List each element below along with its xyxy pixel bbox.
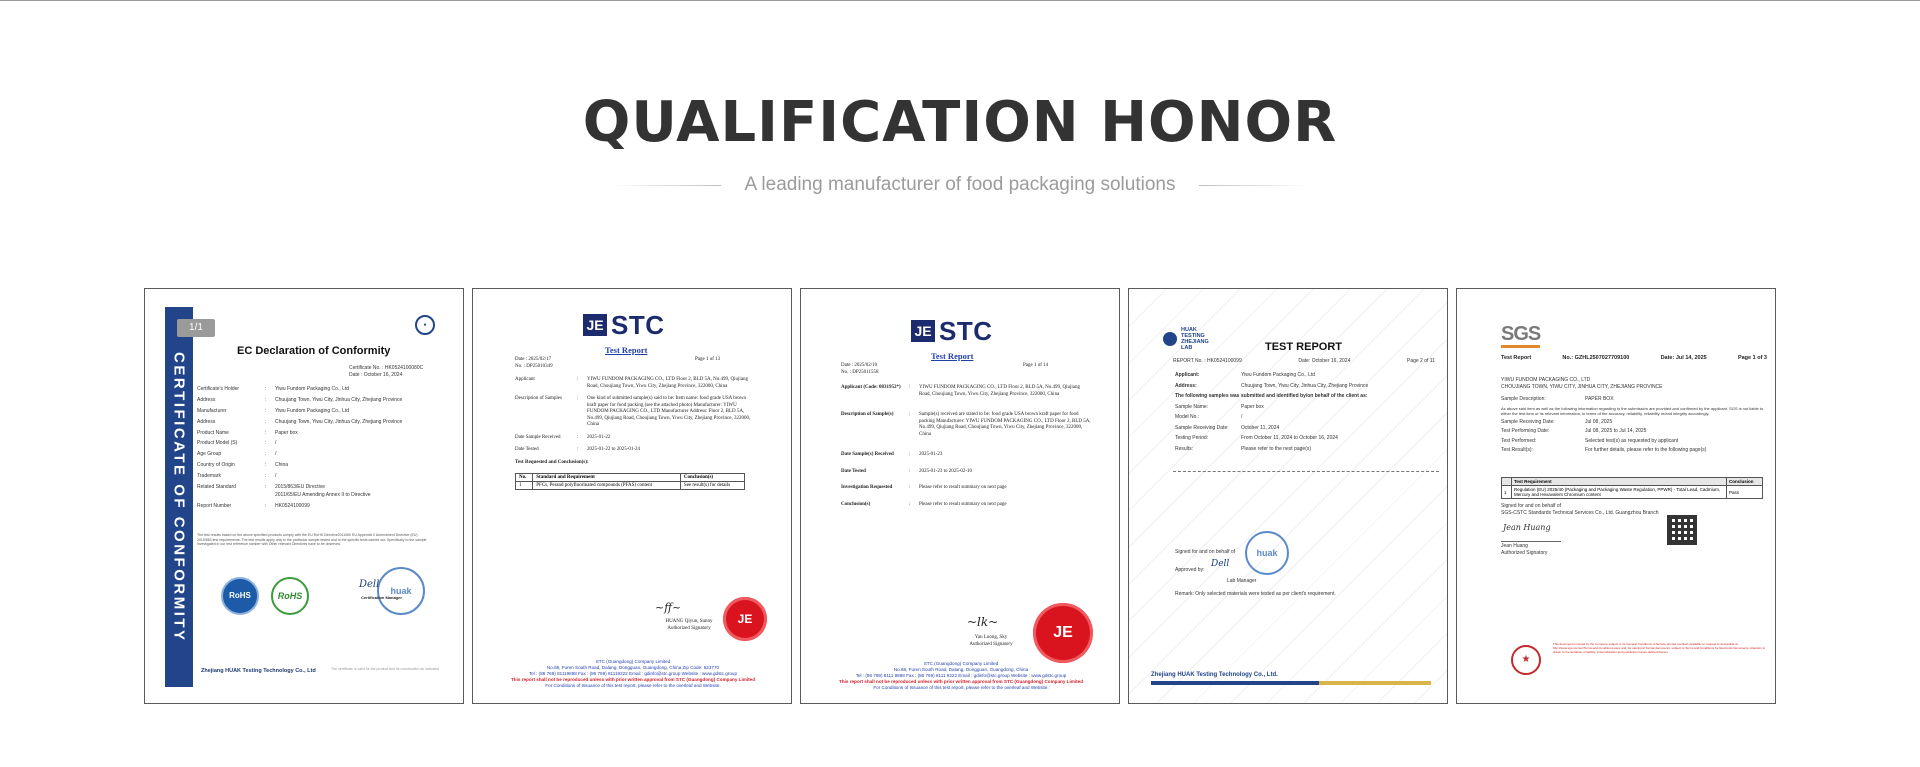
qr-code-icon [1667, 515, 1697, 545]
field-value: YIWU FUNDOM PACKAGING CO., LTD Floor 2, BLD 5A, No.499, Qiujiang Road, Choujiang Town, Yiwu City, Zhejiang Province, 322000, China [919, 385, 1081, 397]
huak-logo-mark [1163, 332, 1177, 346]
field-value: / [1241, 414, 1243, 420]
field-value: 2025-01-23 [919, 452, 943, 457]
field-value: China [275, 462, 289, 469]
report-date: Date: Jul 14, 2025 [1660, 355, 1707, 361]
table-header: Test Requirement [1512, 478, 1727, 486]
stc-footer [483, 659, 783, 689]
field-value: / [275, 473, 277, 480]
field-label: Date Tested [515, 447, 539, 452]
field-value: Sample(s) received are stated to be: food grade USA brown kraft paper for food packing Manufacturer: YIWU FUNDOM PACKAGING CO., LTD Floor 2, BLD 5A, No.499, Qiujiang Road, Choujiang Town, Yiwu City, Zhejiang Province, 322000, China [919, 412, 1091, 437]
signatory-name: Yau Luong, Sky [974, 635, 1008, 640]
footer-fine-print: The certificate is valid for the product and its construction as indicated [331, 667, 439, 671]
field-value: For further details, please refer to the following page(s) [1585, 447, 1707, 453]
field-label: Related Standard [197, 484, 236, 491]
report-fields: Applicant : YIWU FUNDOM PACKAGING CO., LTD Floor 2, BLD 5A, No.499, Qiujiang Road, Choujiang Town, Yiwu City, Zhejiang Province, 322000, China Description of Samples : One kind of submitted sample(s) said to be: Item name: food grade USA brown kraft paper for food packing (see the attached photo) Manufacturer: YIWU FUNDOM PACKAGING CO., LTD Manufacturer Address: Floor 2, BLD 5A, No.499, Qiujiang Road, Choujiang Town, Yiwu City, Zhejiang Province, 322000, China Date Sample Received : 2025-01-22 Date Tested : 2025-01-22 to 2025-01-24 Test Requested and Conclusion(s): [515, 377, 755, 466]
field-label: Applicant [515, 377, 535, 382]
sgs-fine-print: This document is issued by the Company subject to its General Conditions of Service printed overleaf, available on request or accessible at http://www.sgs.com/en/Terms-and-Conditions.aspx and, for electronic format documents, subject to Terms and Conditions for Electronic Documents. Attention is drawn to the limitation of liability, indemnification and jurisdiction issues defined therein. [1553, 642, 1765, 654]
field-label: Product Model (S) [197, 440, 238, 447]
approved-by-label: Approved by: [1175, 567, 1205, 573]
field-label: Product Name [197, 429, 229, 436]
field-label: Address [197, 418, 216, 425]
report-date: Date : 2025/02/10 [841, 363, 878, 368]
field-label: Sample Description: [1501, 396, 1546, 402]
field-value: One kind of submitted sample(s) said to be: Item name: food grade USA brown kraft paper for food packing (see the attached photo) Manufacturer: YIWU FUNDOM PACKAGING CO., LTD Manufacturer Address: Floor 2, BLD 5A, No.499, Qiujiang Road, Choujiang Town, Yiwu City, Zhejiang Province, 322000, China [587, 396, 751, 427]
field-value: Yiwu Fundom Packaging Co., Ltd [275, 407, 350, 414]
footer-contact: Tel : (86 769) 81119888 Fax : (86 769) 81119222 Email : gdinfo@stc.group Website : www.gdstc.group [528, 671, 737, 676]
disclaimer: As above said item as well as the following information regarding to the submission are provided and confirmed by the applicant. SGS is not liable to either the test item or its relevant information, in terms of the accuracy, reliability, reliability or/and integrity accordingly. [1501, 405, 1764, 416]
field-value: Paper box [275, 429, 298, 436]
footer-company: STC (Guangdong) Company Limited [595, 659, 671, 664]
field-label: Description of Sample(s) [841, 412, 894, 417]
field-value: Paper box [1241, 403, 1264, 410]
report-fields: Applicant (Code: 0831952*) : YIWU FUNDOM PACKAGING CO., LTD Floor 2, BLD 5A, No.499, Qiujiang Road, Choujiang Town, Yiwu City, Zhejiang Province, 322000, China Description of Sample(s) : Sample(s) received are stated to be: food grade USA brown kraft paper for food packing Manufacturer: YIWU FUNDOM PACKAGING CO., LTD Floor 2, BLD 5A, No.499, Qiujiang Road, Choujiang Town, Yiwu City, Zhejiang Province, 322000, China Date Sample(s) Received : 2025-01-23 Date Tested : 2025-01-23 to 2025-02-10 Investigation Requested : Please refer to result summary on next page Conclusion(s) : Please refer to result summary on next page [841, 385, 1091, 507]
signatory [961, 635, 1021, 648]
field-value: Yiwu Fundom Packaging Co., Ltd [1241, 372, 1316, 378]
certificate-card-huak-test-report[interactable] [1128, 288, 1448, 704]
table-row [1502, 486, 1763, 499]
report-page: Page 1 of 13 [695, 357, 721, 362]
table-row [516, 482, 745, 490]
report-number: No. : DP25011558 [841, 370, 879, 375]
footer-contact: Tel : (86 769) 8111 9888 Fax : (86 769) 8111 9222 Email : gdinfo@stc.group Website : www.gdstc.group [855, 673, 1067, 678]
stc-logo-word: STC [939, 316, 993, 346]
report-fields [1501, 377, 1767, 457]
stc-logo-icon [583, 310, 665, 340]
field-label: Date Sample(s) Received [841, 452, 894, 457]
footer-terms: For Conditions of Issuance of this test report, please refer to the overleaf and Website. [873, 685, 1049, 690]
signed-block [1501, 503, 1671, 516]
field-value: Please refer to result summary on next page [919, 501, 1007, 507]
report-title: Test Report [605, 345, 648, 355]
field-label: Manufacturer [197, 407, 227, 414]
applicant-company: YIWU FUNDOM PACKAGING CO., LTD [1501, 377, 1591, 383]
report-page: Page 1 of 14 [1023, 363, 1049, 368]
field-label: Conclusion(s) [841, 501, 871, 507]
field-label: Test Performed: [1501, 437, 1537, 444]
field-value: Yiwu Fundom Packaging Co., Ltd [275, 386, 350, 392]
report-page: Page 2 of 11 [1406, 358, 1435, 364]
field-label: Age Group [197, 451, 222, 458]
issuer-footer: Zhejiang HUAK Testing Technology Co., Ltd [201, 668, 316, 674]
section-title: QUALIFICATION HONOR [582, 90, 1338, 155]
field-label: Description of Samples [515, 396, 562, 401]
field-value: 2015/863/EU Directive [275, 484, 326, 491]
seal-icon: ● [415, 315, 435, 335]
field-label: Country of Origin [197, 462, 235, 469]
table-header: Conclusion(s) [680, 474, 744, 482]
signed-on-behalf: Signed for and on behalf of [1175, 549, 1236, 555]
report-number: REPORT No. : HK0524100099 [1173, 358, 1242, 364]
report-date: Date: October 16, 2024 [1298, 358, 1351, 364]
signature-scribble-icon: ~lk~ [967, 615, 999, 629]
certno-value: HK0524100080C [384, 365, 424, 371]
certno-label: Certificate No. : [349, 365, 384, 371]
table-header: Standard and Requirement [533, 474, 681, 482]
field-value: Chuujang Town, Yiwu City, Jinhua City, Zhejiang Province [275, 418, 403, 425]
table-cell: See result(s) for details [680, 482, 744, 490]
table-cell: Regulation (EU) 2025/40 (Packaging and Packaging Waste Regulation, PPWR) - Total Lead, Cadmium, Mercury and Hexavalent Chromium content [1512, 486, 1727, 499]
stc-logo-mark: JE [583, 314, 607, 336]
issuer-footer: Zhejiang HUAK Testing Technology Co., Ltd. [1151, 672, 1278, 678]
dashed-divider [1173, 471, 1439, 472]
rohs-leaf-badge-icon: RoHS [271, 577, 309, 615]
field-value: 2025-01-23 to 2025-02-10 [919, 468, 973, 474]
stc-logo-icon [911, 316, 993, 346]
field-label: Address: [1175, 382, 1197, 389]
signatory [659, 619, 719, 632]
field-value: Chuujang Town, Yiwu City, Jinhua City, Zhejiang Province [275, 396, 403, 403]
field-label: Applicant (Code: 0831952*) [841, 385, 901, 390]
certificate-card-sgs-test-report[interactable] [1456, 288, 1776, 704]
huak-logo-text: HUAK TESTING ZHEJIANG LAB [1181, 327, 1209, 351]
field-value: Please refer to the next page(s) [1241, 445, 1312, 452]
signature: Dell [1211, 559, 1230, 569]
field-label: Date Sample Received [515, 434, 561, 440]
huak-stamp-icon: huak [1245, 531, 1289, 575]
field-value: YIWU FUNDOM PACKAGING CO., LTD Floor 2, BLD 5A, No.499, Qiujiang Road, Choujiang Town, Yiwu City, Zhejiang Province, 322000, China [587, 377, 749, 389]
field-label [197, 492, 265, 499]
field-value: 2011/65/EU Amending Annex II to Directive [275, 491, 371, 498]
table-cell: PFCs, Perand polyfluorinated compounds (PFAS) content [533, 482, 681, 490]
signing-entity: SGS-CSTC Standards Technical Services Co., Ltd. Guangzhou Branch [1501, 509, 1659, 516]
footer-color-bar [1151, 681, 1431, 685]
field-value: From October 11, 2024 to October 16, 2024 [1241, 435, 1338, 441]
stc-logo-mark: JE [911, 320, 935, 342]
field-value: Selected test(s) as requested by applicant [1585, 437, 1679, 444]
certificate-card-ec-declaration[interactable] [144, 288, 464, 704]
footer-company: STC (Guangdong) Company Limited [923, 661, 999, 666]
field-value: October 11, 2024 [1241, 424, 1280, 431]
report-title: Test Report [931, 351, 974, 361]
band-text: CERTIFICATE OF CONFORMITY [170, 351, 188, 643]
field-label: Testing Period: [1175, 435, 1209, 441]
field-label: Address [197, 396, 216, 403]
report-date: Date : 2025/02/17 [515, 357, 552, 362]
date-label: Date : [349, 371, 363, 378]
rohs-ce-badge-icon: RoHS [221, 577, 259, 615]
signatory-role: Authorized Signatory [667, 625, 711, 631]
samples-statement: The following samples was submitted and identified by/on behalf of the client as: [1175, 393, 1368, 399]
signature-scribble-icon: ~ff~ [655, 601, 682, 614]
certificate-side-band [165, 307, 193, 687]
field-label: Sample Name: [1175, 403, 1209, 410]
footer-warning: This report shall not be reproduced unless with prior written approval from STC (Guangdong) Company Limited [511, 677, 755, 682]
remark: Remark: Only selected materials were tested as per client's requirement. [1175, 591, 1336, 597]
field-value: Jul 08, 2025 to Jul 14, 2025 [1585, 428, 1647, 434]
signature: Jean Huang [1503, 523, 1551, 532]
table-cell: 1 [516, 482, 533, 490]
field-label: Report Number [197, 502, 232, 509]
signed-on-behalf: Signed for and on behalf of [1501, 503, 1562, 509]
report-page: Page 1 of 3 [1737, 355, 1767, 361]
date-value: October 16, 2024 [363, 371, 403, 378]
field-label: Trademark [197, 473, 221, 480]
sgs-logo-icon: SGS [1501, 323, 1541, 345]
table-header: Conclusion [1727, 478, 1763, 486]
table-header [1502, 478, 1512, 486]
certificate-fields: Certificate's Holder : Yiwu Fundom Packaging Co., Ltd Address : Chuujang Town, Yiwu City, Jinhua City, Zhejiang Province Manufacturer : Yiwu Fundom Packaging Co., Ltd Address : Chuujang Town, Yiwu City, Jinhua City, Zhejiang Province Product Name : Paper box Product Model (S) : / Age Group : / Country of Origin : China Trademark : / Related Standard : 2015/863/EU Directive 2011/65/EU Amending Annex II to Directive Report Number : HK0524100099 [197, 386, 447, 514]
stc-footer [811, 661, 1111, 691]
subtitle-rule-right [1199, 185, 1309, 186]
red-seal-icon: ★ [1511, 645, 1541, 675]
page-indicator: 1/1 [177, 319, 215, 337]
stc-red-stamp-icon: JE [1033, 603, 1093, 663]
conclusion-table [515, 473, 745, 490]
certificate-card-stc-report-1[interactable] [472, 288, 792, 704]
field-label: Model No.: [1175, 414, 1200, 420]
signature-caption: Certification Manager [361, 595, 402, 600]
field-value: Please refer to result summary on next page [919, 485, 1007, 490]
report-header-line [1501, 355, 1767, 361]
report-number: No. : DP25010349 [515, 364, 553, 369]
signatory-role: Authorized Signatory [1501, 549, 1548, 556]
field-value: / [275, 440, 277, 447]
signatory-name: HUANG Qiyun, Sunny [665, 619, 713, 624]
conclusion-heading: Test Requested and Conclusion(s): [515, 459, 589, 465]
signatory [1501, 541, 1561, 556]
signature: Dell [359, 579, 380, 590]
section-subtitle: A leading manufacturer of food packaging solutions [744, 174, 1176, 195]
requirement-table [1501, 477, 1763, 499]
stc-logo-word: STC [611, 310, 665, 340]
certificate-number-block [349, 365, 423, 378]
field-value: HK0524100099 [275, 502, 310, 509]
footer-terms: For Conditions of Issuance of this test report, please refer to the overleaf and Website. [545, 683, 721, 688]
report-number: No.: GZHL2507027709100 [1562, 355, 1630, 361]
report-title: TEST REPORT [1265, 341, 1343, 353]
huak-logo-icon [1163, 327, 1221, 351]
footer-address: No.68, Furen South Road, Dalang, Dongguan, Guangdong, China [893, 667, 1029, 672]
table-cell: Pass [1727, 486, 1763, 499]
lab-manager-label: Lab Manager [1227, 578, 1257, 584]
footer-warning: This report shall not be reproduced unless with prior written approval from STC (Guangdong) Company Limited [839, 679, 1083, 684]
field-label: Sample Receiving Date: [1501, 418, 1555, 425]
certificate-card-stc-report-2[interactable] [800, 288, 1120, 704]
field-label: Test Performing Date: [1501, 428, 1550, 434]
field-value: Jul 08, 2025 [1585, 418, 1613, 425]
signatory-role: Authorized Signatory [969, 641, 1013, 647]
field-value: PAPER BOX [1585, 396, 1614, 402]
signatory-name: Jean Huang [1501, 543, 1528, 549]
report-title: Test Report [1501, 355, 1532, 361]
certificate-title: EC Declaration of Conformity [237, 345, 391, 357]
field-value: 2025-01-22 [587, 434, 611, 440]
field-value: 2025-01-22 to 2025-01-24 [587, 447, 641, 452]
field-label: Investigation Requested [841, 485, 893, 490]
report-fields [1175, 372, 1435, 456]
subtitle-row [0, 170, 1920, 200]
huak-stamp-icon: huak [377, 567, 425, 615]
top-divider [0, 0, 1920, 1]
table-cell: 1 [1502, 486, 1512, 499]
certificate-statement: The test results based on the above specified products comply with the EU RoHS Directive2011/65/ EU Appendix II Amendment Directive (EU) 2015/863 test requirements. The test results apply only to the particular sample tested and to the specific tests carried out. Specifically to the sample investigated in our test reference number with Other relevant Directives have to be observed. [197, 533, 427, 547]
applicant-address: CHOUJIANG TOWN, YIWU CITY, JINHUA CITY, ZHEJIANG PROVINCE [1501, 383, 1663, 390]
field-label: Results: [1175, 445, 1194, 452]
field-label: Date Tested [841, 468, 866, 474]
footer-address: No.68, Furen South Road, Dalang, Dongguan, Guangdong, China Zip Code: 523770 [546, 665, 720, 670]
field-label: Certificate's Holder [197, 386, 240, 392]
field-label: Test Result(s): [1501, 447, 1533, 453]
field-label: Sample Receiving Date: [1175, 424, 1229, 431]
field-value: / [275, 451, 277, 458]
field-value: Chuujang Town, Yiwu City, Jinhua City, Zhejiang Province [1241, 382, 1369, 389]
table-header: No. [516, 474, 533, 482]
report-header-line [1173, 358, 1435, 365]
stc-red-stamp-icon: JE [723, 597, 767, 641]
subtitle-rule-left [611, 185, 721, 186]
field-label: Applicant: [1175, 372, 1200, 378]
